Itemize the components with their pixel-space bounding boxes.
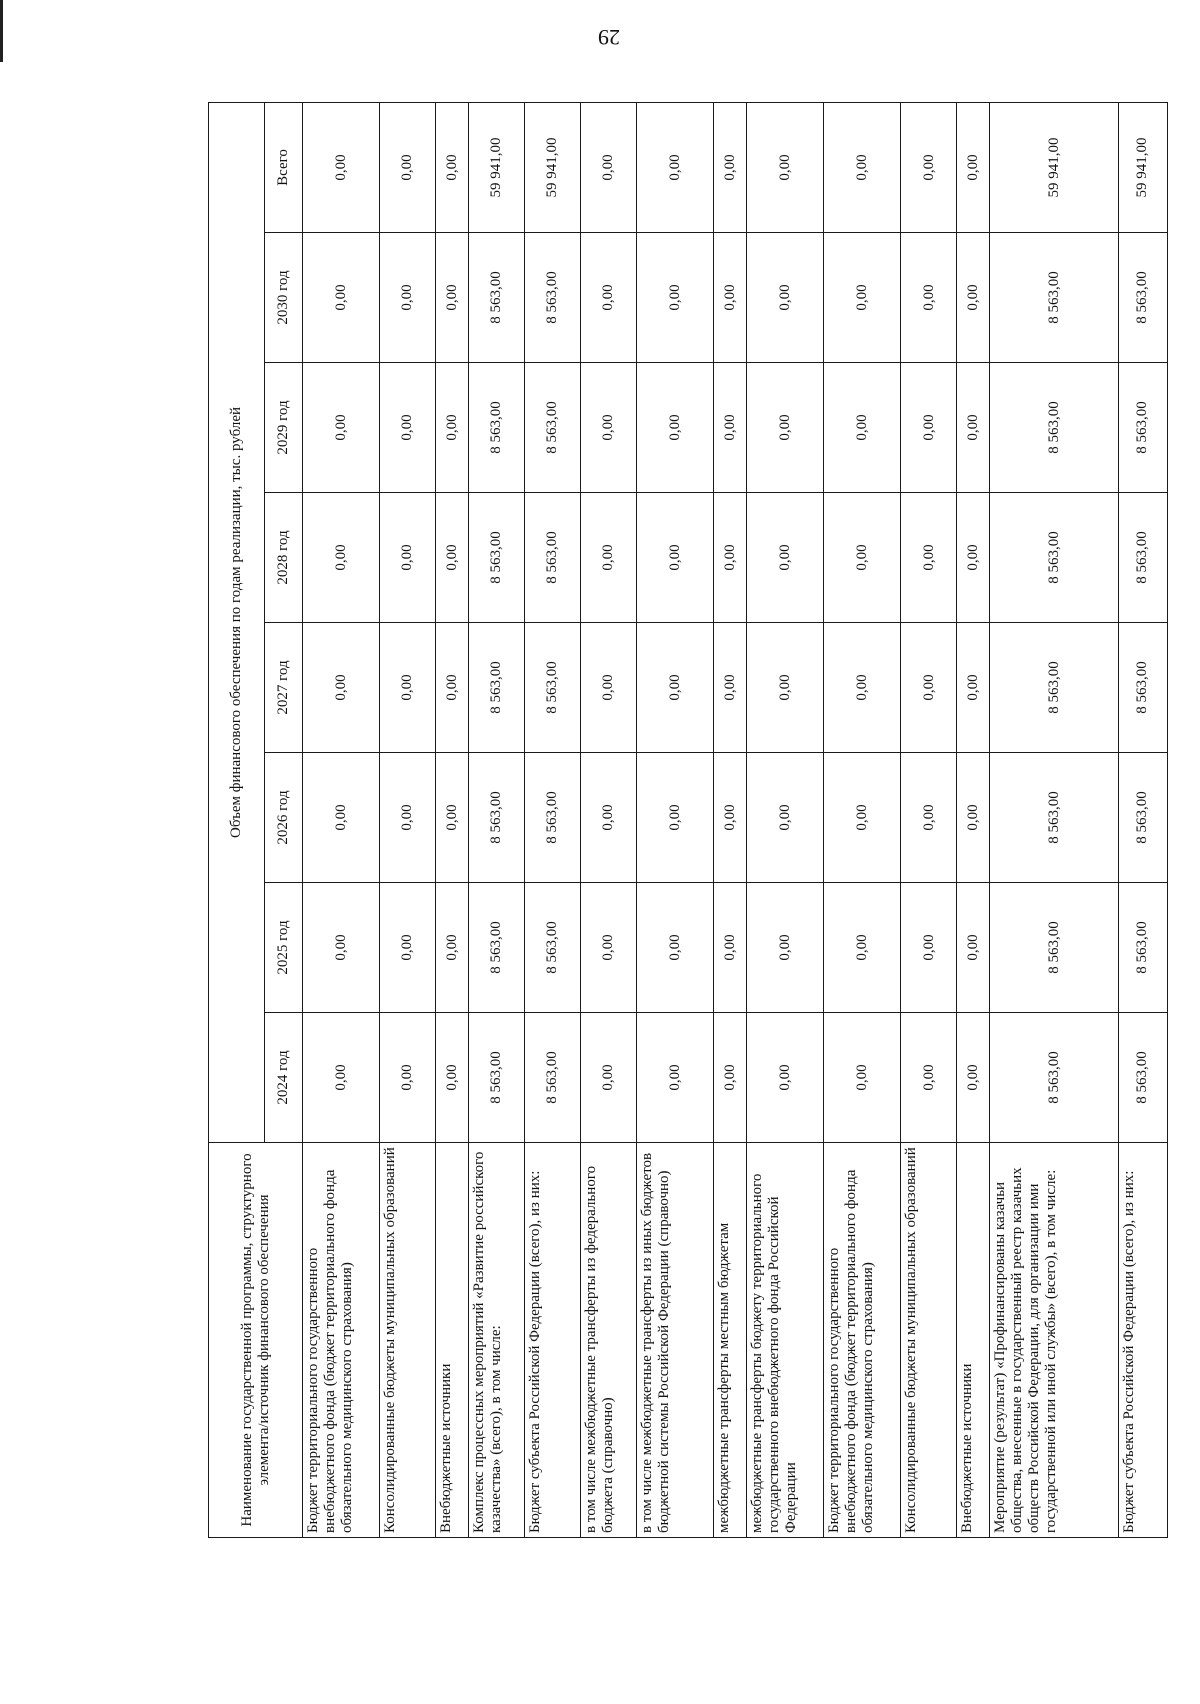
row-year-value: 8 563,00 — [990, 363, 1119, 493]
row-year-value: 8 563,00 — [990, 493, 1119, 623]
scan-edge-mark — [0, 0, 3, 62]
row-year-value: 0,00 — [901, 753, 957, 883]
row-year-value: 0,00 — [957, 623, 990, 753]
row-year-value: 0,00 — [901, 1013, 957, 1143]
row-year-value: 0,00 — [957, 753, 990, 883]
row-year-value: 0,00 — [824, 883, 901, 1013]
header-volume-group: Объем финансового обеспечения по годам реализации, тыс. рублей — [209, 102, 265, 1142]
row-year-value: 0,00 — [581, 233, 637, 363]
row-year-value: 8 563,00 — [1118, 883, 1167, 1013]
row-year-value: 0,00 — [714, 363, 747, 493]
row-year-value: 0,00 — [380, 1013, 436, 1143]
row-total-value: 0,00 — [714, 102, 747, 232]
row-year-value: 8 563,00 — [468, 493, 524, 623]
financing-table-container — [208, 103, 1168, 1538]
row-year-value: 0,00 — [901, 883, 957, 1013]
row-year-value: 8 563,00 — [1118, 1013, 1167, 1143]
table-body — [303, 102, 1168, 1537]
row-year-value: 0,00 — [637, 363, 714, 493]
row-year-value: 0,00 — [637, 883, 714, 1013]
row-year-value: 0,00 — [957, 1013, 990, 1143]
row-year-value: 0,00 — [303, 363, 380, 493]
row-year-value: 0,00 — [303, 1013, 380, 1143]
row-year-value: 8 563,00 — [525, 493, 581, 623]
table-row — [637, 102, 714, 1537]
row-year-value: 0,00 — [436, 883, 469, 1013]
row-year-value: 8 563,00 — [468, 1013, 524, 1143]
row-total-value: 0,00 — [303, 102, 380, 232]
row-year-value: 8 563,00 — [990, 883, 1119, 1013]
row-year-value: 8 563,00 — [468, 753, 524, 883]
table-row — [714, 102, 747, 1537]
row-year-value: 0,00 — [901, 363, 957, 493]
row-year-value: 0,00 — [714, 753, 747, 883]
row-year-value: 0,00 — [714, 883, 747, 1013]
row-year-value: 8 563,00 — [525, 363, 581, 493]
row-year-value: 0,00 — [824, 753, 901, 883]
row-year-value: 8 563,00 — [525, 883, 581, 1013]
row-year-value: 8 563,00 — [1118, 753, 1167, 883]
row-year-value: 8 563,00 — [468, 233, 524, 363]
row-year-value: 0,00 — [380, 883, 436, 1013]
row-total-value: 0,00 — [957, 102, 990, 232]
row-year-value: 8 563,00 — [1118, 493, 1167, 623]
row-year-value: 0,00 — [581, 883, 637, 1013]
row-year-value: 0,00 — [303, 883, 380, 1013]
row-total-value: 0,00 — [637, 102, 714, 232]
row-year-value: 8 563,00 — [990, 233, 1119, 363]
row-year-value: 8 563,00 — [990, 1013, 1119, 1143]
row-year-value: 8 563,00 — [990, 623, 1119, 753]
table-row — [901, 102, 957, 1537]
row-year-value: 0,00 — [957, 493, 990, 623]
header-year-2026: 2026 год — [265, 753, 303, 883]
row-year-value: 0,00 — [714, 1013, 747, 1143]
row-source-name: в том числе межбюджетные трансферты из федерального бюджета (справочно) — [581, 1143, 637, 1538]
row-year-value: 0,00 — [637, 753, 714, 883]
row-year-value: 0,00 — [824, 493, 901, 623]
row-year-value: 0,00 — [714, 493, 747, 623]
row-year-value: 8 563,00 — [1118, 233, 1167, 363]
row-year-value: 0,00 — [303, 623, 380, 753]
row-year-value: 0,00 — [436, 753, 469, 883]
row-year-value: 0,00 — [436, 363, 469, 493]
row-year-value: 0,00 — [581, 1013, 637, 1143]
row-year-value: 0,00 — [747, 623, 824, 753]
row-year-value: 0,00 — [380, 363, 436, 493]
table-row — [990, 102, 1119, 1537]
row-year-value: 0,00 — [824, 233, 901, 363]
row-year-value: 0,00 — [747, 363, 824, 493]
row-total-value: 0,00 — [824, 102, 901, 232]
row-year-value: 0,00 — [303, 753, 380, 883]
row-source-name: Бюджет территориального государственного внебюджетного фонда (бюджет территориального фонда обязательного медицинского страхования) — [824, 1143, 901, 1538]
row-year-value: 0,00 — [714, 623, 747, 753]
row-source-name: Бюджет субъекта Российской Федерации (всего), из них: — [1118, 1143, 1167, 1538]
row-total-value: 59 941,00 — [468, 102, 524, 232]
table-row — [747, 102, 824, 1537]
header-year-2029: 2029 год — [265, 363, 303, 493]
row-source-name: Мероприятие (результат) «Профинансированы казачьи общества, внесенные в государственный реестр казачьих обществ Российской Федерации, для организации ими государственной или иной службы» (всего), в том числе: — [990, 1143, 1119, 1538]
row-year-value: 0,00 — [957, 883, 990, 1013]
row-year-value: 0,00 — [581, 363, 637, 493]
row-year-value: 0,00 — [824, 623, 901, 753]
row-year-value: 0,00 — [957, 363, 990, 493]
header-year-2030: 2030 год — [265, 233, 303, 363]
row-source-name: в том числе межбюджетные трансферты из иных бюджетов бюджетной системы Российской Федерации (справочно) — [637, 1143, 714, 1538]
table-row — [581, 102, 637, 1537]
row-year-value: 8 563,00 — [990, 753, 1119, 883]
row-year-value: 0,00 — [714, 233, 747, 363]
row-total-value: 0,00 — [380, 102, 436, 232]
table-row — [525, 102, 581, 1537]
row-year-value: 8 563,00 — [1118, 363, 1167, 493]
row-total-value: 0,00 — [747, 102, 824, 232]
row-year-value: 0,00 — [637, 1013, 714, 1143]
financing-table — [208, 102, 1168, 1538]
row-source-name: Консолидированные бюджеты муниципальных образований — [380, 1143, 436, 1538]
row-year-value: 0,00 — [901, 493, 957, 623]
row-source-name: межбюджетные трансферты местным бюджетам — [714, 1143, 747, 1538]
row-year-value: 0,00 — [824, 363, 901, 493]
row-year-value: 0,00 — [380, 753, 436, 883]
row-year-value: 0,00 — [747, 883, 824, 1013]
row-total-value: 0,00 — [901, 102, 957, 232]
row-year-value: 0,00 — [380, 233, 436, 363]
header-year-2027: 2027 год — [265, 623, 303, 753]
header-name-column: Наименование государственной программы, структурного элемента/источник финансового обеспечения — [209, 1143, 303, 1538]
header-total: Всего — [265, 102, 303, 232]
row-year-value: 8 563,00 — [525, 753, 581, 883]
row-year-value: 0,00 — [581, 493, 637, 623]
row-year-value: 0,00 — [637, 233, 714, 363]
header-year-2025: 2025 год — [265, 883, 303, 1013]
row-year-value: 8 563,00 — [468, 363, 524, 493]
row-year-value: 0,00 — [747, 1013, 824, 1143]
row-year-value: 0,00 — [581, 623, 637, 753]
row-year-value: 8 563,00 — [1118, 623, 1167, 753]
row-source-name: Консолидированные бюджеты муниципальных образований — [901, 1143, 957, 1538]
table-row — [468, 102, 524, 1537]
row-source-name: Внебюджетные источники — [436, 1143, 469, 1538]
table-row — [380, 102, 436, 1537]
row-year-value: 0,00 — [747, 233, 824, 363]
row-year-value: 0,00 — [380, 493, 436, 623]
row-total-value: 59 941,00 — [990, 102, 1119, 232]
header-year-2028: 2028 год — [265, 493, 303, 623]
row-year-value: 0,00 — [380, 623, 436, 753]
row-source-name: Комплекс процессных мероприятий «Развитие российского казачества» (всего), в том числе: — [468, 1143, 524, 1538]
table-row — [957, 102, 990, 1537]
row-total-value: 59 941,00 — [525, 102, 581, 232]
row-year-value: 0,00 — [436, 493, 469, 623]
row-year-value: 0,00 — [824, 1013, 901, 1143]
row-year-value: 8 563,00 — [525, 1013, 581, 1143]
row-year-value: 8 563,00 — [468, 623, 524, 753]
row-source-name: Внебюджетные источники — [957, 1143, 990, 1538]
row-year-value: 0,00 — [303, 493, 380, 623]
row-year-value: 8 563,00 — [525, 233, 581, 363]
row-year-value: 0,00 — [901, 233, 957, 363]
row-year-value: 8 563,00 — [468, 883, 524, 1013]
header-year-2024: 2024 год — [265, 1013, 303, 1143]
row-year-value: 0,00 — [637, 493, 714, 623]
row-year-value: 0,00 — [436, 623, 469, 753]
row-year-value: 0,00 — [901, 623, 957, 753]
row-year-value: 0,00 — [436, 1013, 469, 1143]
row-source-name: Бюджет территориального государственного внебюджетного фонда (бюджет территориального фонда обязательного медицинского страхования) — [303, 1143, 380, 1538]
page-number: 29 — [598, 25, 620, 50]
row-year-value: 0,00 — [637, 623, 714, 753]
row-year-value: 0,00 — [747, 753, 824, 883]
table-row — [436, 102, 469, 1537]
row-year-value: 0,00 — [303, 233, 380, 363]
row-total-value: 59 941,00 — [1118, 102, 1167, 232]
row-source-name: межбюджетные трансферты бюджету территориального государственного внебюджетного фонда Российской Федерации — [747, 1143, 824, 1538]
row-year-value: 0,00 — [747, 493, 824, 623]
row-total-value: 0,00 — [436, 102, 469, 232]
table-row — [824, 102, 901, 1537]
table-row — [303, 102, 380, 1537]
row-year-value: 0,00 — [436, 233, 469, 363]
table-row — [1118, 102, 1167, 1537]
row-year-value: 8 563,00 — [525, 623, 581, 753]
row-total-value: 0,00 — [581, 102, 637, 232]
row-year-value: 0,00 — [581, 753, 637, 883]
row-source-name: Бюджет субъекта Российской Федерации (всего), из них: — [525, 1143, 581, 1538]
row-year-value: 0,00 — [957, 233, 990, 363]
